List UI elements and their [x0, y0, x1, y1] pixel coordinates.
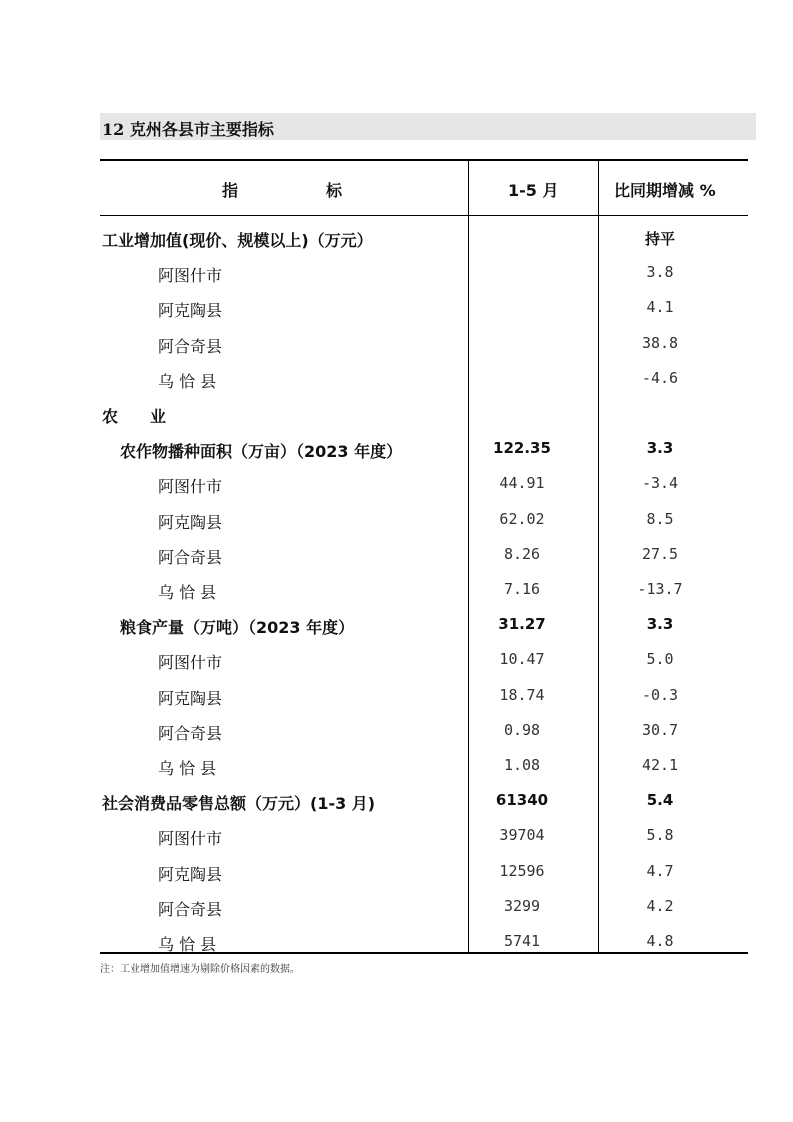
row-change: 42.1 — [641, 756, 679, 774]
header-change: 比同期增减 % — [614, 181, 716, 200]
table-title-bar — [100, 113, 756, 140]
row-change: -13.7 — [637, 580, 683, 598]
table-row — [0, 615, 793, 645]
row-change: 3.3 — [646, 439, 674, 457]
row-label: 阿图什市 — [158, 829, 223, 848]
row-value: 61340 — [495, 791, 549, 809]
row-label: 农作物播种面积（万亩）（2023 年度） — [120, 442, 403, 461]
row-value: 7.16 — [503, 580, 541, 598]
row-value: 8.26 — [503, 545, 541, 563]
row-label: 乌 恰 县 — [158, 583, 217, 602]
table-row — [0, 369, 793, 399]
row-value: 10.47 — [499, 650, 545, 668]
row-label: 阿克陶县 — [158, 301, 223, 320]
table-row — [0, 756, 793, 786]
table-footnote: 注：工业增加值增速为剔除价格因素的数据。 — [100, 964, 300, 975]
table-row — [0, 897, 793, 927]
row-value: 62.02 — [499, 510, 545, 528]
row-label: 阿合奇县 — [158, 548, 223, 567]
row-change: 3.3 — [646, 615, 674, 633]
row-change: 38.8 — [641, 334, 679, 352]
table-row — [0, 474, 793, 504]
row-change: 4.7 — [646, 862, 674, 880]
row-value: 39704 — [499, 826, 545, 844]
row-change: 4.2 — [646, 897, 674, 915]
row-value: 1.08 — [503, 756, 541, 774]
row-label: 乌 恰 县 — [158, 935, 217, 954]
row-label: 乌 恰 县 — [158, 372, 217, 391]
row-value: 0.98 — [503, 721, 541, 739]
row-label: 社会消费品零售总额（万元）(1-3 月) — [102, 794, 376, 813]
row-label: 阿克陶县 — [158, 865, 223, 884]
row-change: 5.4 — [646, 791, 674, 809]
row-change: -4.6 — [641, 369, 679, 387]
row-value: 12596 — [499, 862, 545, 880]
row-change: 27.5 — [641, 545, 679, 563]
row-change: 5.8 — [646, 826, 674, 844]
row-label: 工业增加值(现价、规模以上)（万元） — [102, 231, 373, 250]
row-value: 18.74 — [499, 686, 545, 704]
table-row — [0, 263, 793, 293]
table-row — [0, 862, 793, 892]
table-row — [0, 439, 793, 469]
row-change: 8.5 — [646, 510, 674, 528]
row-label: 阿合奇县 — [158, 337, 223, 356]
table-row — [0, 545, 793, 575]
row-value: 3299 — [503, 897, 541, 915]
header-bottom-rule — [100, 215, 748, 216]
row-value: 31.27 — [498, 615, 546, 633]
row-change: 5.0 — [646, 650, 674, 668]
row-label: 粮食产量（万吨）（2023 年度） — [120, 618, 355, 637]
row-label: 阿图什市 — [158, 477, 223, 496]
row-label: 农 业 — [102, 407, 167, 426]
row-label: 阿合奇县 — [158, 900, 223, 919]
row-value: 44.91 — [499, 474, 545, 492]
row-change: -0.3 — [641, 686, 679, 704]
table-row — [0, 932, 793, 962]
row-change: 30.7 — [641, 721, 679, 739]
row-label: 阿克陶县 — [158, 689, 223, 708]
row-label: 阿图什市 — [158, 266, 223, 285]
table-top-rule — [100, 159, 748, 161]
table-row — [0, 650, 793, 680]
table-row — [0, 404, 793, 434]
table-row — [0, 334, 793, 364]
row-label: 阿克陶县 — [158, 513, 223, 532]
row-change: 持平 — [644, 230, 675, 248]
row-label: 阿图什市 — [158, 653, 223, 672]
row-change: 4.1 — [646, 298, 674, 316]
table-row — [0, 228, 793, 258]
row-label: 阿合奇县 — [158, 724, 223, 743]
row-value: 5741 — [503, 932, 541, 950]
table-row — [0, 791, 793, 821]
table-row — [0, 721, 793, 751]
table-row — [0, 580, 793, 610]
table-row — [0, 298, 793, 328]
row-change: -3.4 — [641, 474, 679, 492]
row-label: 乌 恰 县 — [158, 759, 217, 778]
table-row — [0, 510, 793, 540]
table-row — [0, 826, 793, 856]
row-value: 122.35 — [493, 439, 551, 457]
header-period: 1-5 月 — [508, 181, 559, 200]
header-indicator-part2: 标 — [326, 181, 343, 200]
row-change: 4.8 — [646, 932, 674, 950]
table-row — [0, 686, 793, 716]
header-indicator-part1: 指 — [222, 181, 239, 200]
row-change: 3.8 — [646, 263, 674, 281]
table-title: 12 克州各县市主要指标 — [102, 120, 274, 139]
